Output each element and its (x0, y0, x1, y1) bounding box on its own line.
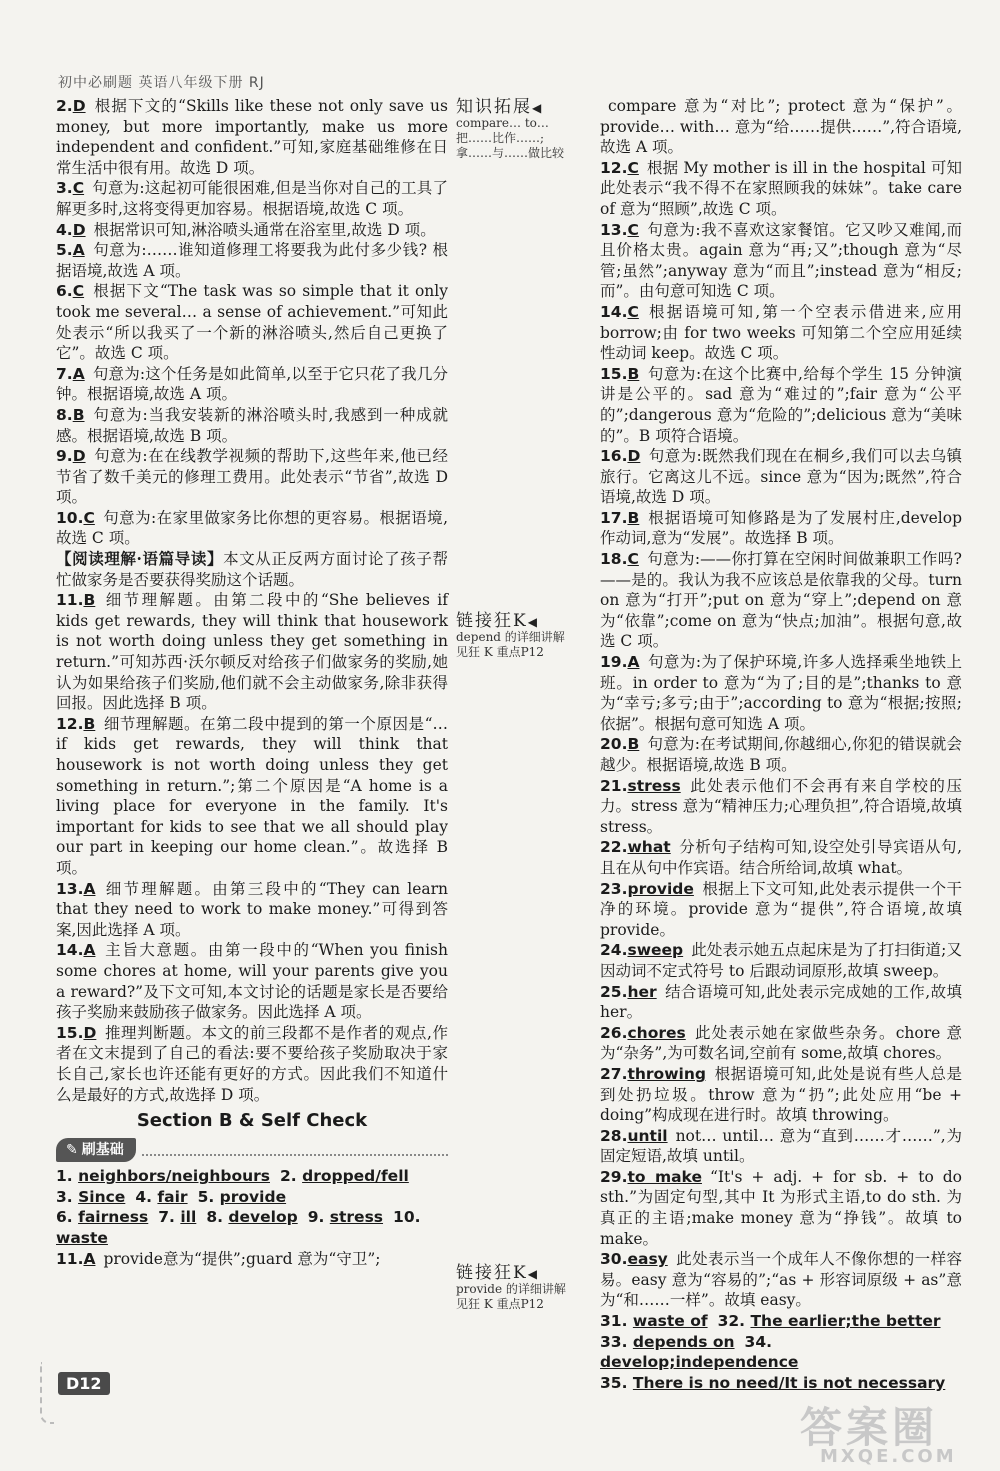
answer-choice: A (83, 941, 96, 960)
answer-explanation: 句意为:当我安装新的淋浴喷头时,我感到一种成就感。根据语境,故选 B 项。 (56, 405, 448, 445)
answer-entry (56, 446, 448, 508)
link-title-text: 链接狂K (456, 1263, 528, 1283)
answer-choice: C (627, 550, 639, 569)
answer-choice: A (72, 241, 85, 260)
brush-icon: ✎ (66, 1141, 78, 1158)
answer-entry (600, 652, 962, 734)
answer-entry (600, 220, 962, 302)
reading-guide (56, 549, 448, 590)
answer-number: 4. (56, 220, 73, 239)
answer-choice: D (83, 1023, 97, 1042)
answer-choice: B (627, 735, 640, 754)
answer-explanation: 分析句子结构可知,设空处引导宾语从句,且在从句中作宾语。结合所给词,故填 what。 (600, 838, 962, 877)
answer-entry (56, 1249, 448, 1270)
answer-entry (56, 405, 448, 446)
answer-number: 14. (600, 302, 628, 321)
answer-number: 30. (600, 1250, 628, 1269)
fill-answer: develop;independence (600, 1353, 799, 1372)
answer-entry (600, 302, 962, 364)
answer-choice: sweep (627, 941, 684, 960)
answer-entry (56, 590, 448, 714)
corner-decoration (40, 1362, 54, 1424)
answer-number: 2. (56, 97, 73, 115)
answer-choice: until (627, 1126, 668, 1145)
answer-number: 12. (56, 714, 84, 733)
fill-answer: waste (56, 1229, 108, 1248)
answer-explanation: 根据常识可知,淋浴喷头通常在浴室里,故选 D 项。 (93, 220, 436, 239)
answer-entry (56, 1023, 448, 1105)
answer-number: 20. (600, 735, 628, 754)
answer-number: 28. (600, 1126, 628, 1145)
right-column (600, 96, 962, 1393)
answer-explanation: 句意为:在在线教学视频的帮助下,这些年来,他已经节省了数千美元的修理工费用。此处表示“节省”,故选 D 项。 (56, 447, 448, 507)
answer-choice: easy (627, 1250, 668, 1269)
answer-entry (600, 364, 962, 446)
fill-number: 3. (56, 1187, 73, 1206)
answer-choice: B (627, 508, 640, 527)
answer-explanation: 句意为:这个任务是如此简单,以至于它只花了我几分钟。根据语境,故选 A 项。 (56, 364, 448, 404)
answer-explanation: not… until… 意为“直到……才……”,为固定短语,故填 until。 (600, 1126, 962, 1166)
answer-choice: C (72, 179, 85, 198)
answer-entry (56, 240, 448, 281)
answer-explanation: 细节理解题。由第二段中的“She believes if kids get rewards, they will think that housework is not worth doing unless they get something in return.”可知苏西·沃尔顿反对给孩子们做家务的奖励,她认为如果给孩子们奖励,他们就不会主动做家务,除非获得回报。因此选择 B 项。 (56, 591, 448, 713)
answer-entry (600, 1249, 962, 1311)
answer-choice: stress (627, 776, 681, 795)
answer-choice: B (627, 364, 640, 383)
answer-choice: A (72, 364, 85, 383)
answer-explanation: 推理判断题。本文的前三段都不是作者的观点,作者在文末提到了自己的看法:要不要给孩子奖励取决于家长自己,家长也许还能有更好的方式。因此我们不知道什么是最好的方式,故选择 D 项。 (56, 1023, 448, 1104)
section-title: Section B & Self Check (136, 1110, 368, 1132)
link-title (456, 611, 568, 631)
page-number: D12 (58, 1372, 110, 1395)
answer-explanation: 句意为:在这个比赛中,给每个学生 15 分钟演讲是公平的。sad 意为“难过的”;fair 意为“公平的”;dangerous 意为“危险的”;delicious 意为“美味的”。B 项符合语境。 (600, 364, 962, 445)
answer-explanation: 根据上下文可知,此处表示提供一个干净的环境。provide 意为“提供”,符合语境,故填 provide。 (600, 879, 962, 939)
fill-number: 31. (600, 1312, 628, 1331)
answer-number: 19. (600, 653, 628, 672)
arrow-left-icon: ◀ (527, 615, 539, 629)
fill-number: 10. (393, 1208, 421, 1227)
answer-choice: C (83, 508, 95, 527)
answer-choice: what (627, 838, 671, 857)
answer-entry (56, 364, 448, 405)
answer-choice: throwing (627, 1064, 706, 1083)
shua-jichu-header (56, 1138, 448, 1163)
answer-explanation: 根据 My mother is ill in the hospital 可知此处表示“我不得不在家照顾我的妹妹”。take care of 意为“照顾”,故选 C 项。 (600, 158, 962, 218)
fill-number: 8. (206, 1208, 223, 1227)
fill-number: 9. (307, 1208, 325, 1227)
answer-explanation: “It's + adj. + for sb. + to do sth.”为固定句型,其中 It 为形式主语,to do sth. 为真正的主语;make money 意为“挣钱”。故填 to make。 (600, 1167, 962, 1248)
answer-number: 21. (600, 776, 628, 795)
answer-explanation: 此处表示她在家做些杂务。chore 意为“杂务”,为可数名词,空前有 some,故填 chores。 (600, 1023, 962, 1063)
reading-answer-list (56, 590, 448, 1105)
answer-explanation: compare 意为“对比”; protect 意为“保护”。provide… with… 意为“给……提供……”,符合语境,故选 A 项。 (600, 97, 962, 157)
answer-entry (56, 940, 448, 1022)
answer-number: 14. (56, 941, 84, 960)
right-fill-answers (600, 1311, 962, 1393)
answer-entry (56, 178, 448, 219)
fill-answer: There is no need/It is not necessary (632, 1373, 946, 1392)
answer-choice: D (72, 220, 86, 239)
fill-answer-line (56, 1187, 448, 1208)
answer-choice: B (72, 405, 85, 424)
answer-entry (600, 1023, 962, 1064)
knowledge-box (456, 97, 568, 161)
watermark-logo: 答案圈 (800, 1403, 939, 1452)
answer-number: 25. (600, 982, 628, 1001)
answer-choice: C (627, 158, 639, 177)
link-title (456, 1263, 568, 1283)
answer-number: 29. (600, 1167, 628, 1186)
fill-answer: ill (180, 1208, 197, 1227)
answer-entry (600, 549, 962, 652)
answer-explanation: 细节理解题。由第三段中的“They can learn that they need to work to make money.”可得到答案,因此选择 A 项。 (56, 879, 448, 939)
answer-number: 7. (56, 364, 73, 383)
answer-entry (600, 158, 962, 220)
answer-entry (56, 96, 448, 178)
fill-number: 6. (56, 1208, 73, 1227)
answer-entry (600, 940, 962, 981)
answer-number: 17. (600, 508, 628, 527)
answer-number: 11. (56, 1249, 84, 1268)
answer-choice: A (83, 1249, 96, 1268)
answer-choice: B (83, 714, 96, 733)
fill-answer: neighbors/neighbours (78, 1167, 270, 1186)
answer-entry (600, 879, 962, 941)
fill-answer-line (56, 1207, 448, 1248)
fill-number: 7. (158, 1208, 175, 1227)
answer-choice: her (627, 982, 657, 1001)
answer-explanation: 主旨大意题。由第一段中的“When you finish some chores at home, will your parents give you a reward?”及下文可知,本文讨论的话题是家长是否要给孩子奖励来鼓励孩子做家务。因此选择 A 项。 (56, 941, 448, 1022)
answer-choice: to make (627, 1167, 702, 1186)
answer-number: 3. (56, 179, 73, 198)
answer-number: 11. (56, 591, 84, 610)
link-box-depend (456, 611, 568, 660)
answer-explanation: provide意为“提供”;guard 意为“守卫”; (103, 1249, 381, 1268)
answer-entry (600, 776, 962, 838)
fill-answer: fair (157, 1187, 188, 1206)
answer-entry (600, 1064, 962, 1126)
answer-choice: C (72, 282, 85, 301)
answer-number: 26. (600, 1023, 628, 1042)
answer-explanation: 句意为:我不喜欢这家餐馆。它又吵又难闻,而且价格太贵。again 意为“再;又”;though 意为“尽管;虽然”;anyway 意为“而且”;instead 意为“相反;而”。由句意可知选 C 项。 (600, 220, 962, 301)
answer-choice: C (627, 220, 639, 239)
fill-answer: provide (219, 1187, 287, 1206)
answer-explanation: 结合语境可知,此处表示完成她的工作,故填 her。 (600, 982, 962, 1022)
fill-answer: Since (78, 1187, 126, 1206)
answer-explanation: 句意为:为了保护环境,许多人选择乘坐地铁上班。in order to 意为“为了;目的是”;thanks to 意为“幸亏;多亏;由于”;according to 意为“根据;按照;依据”。根据句意可知选 A 项。 (600, 653, 962, 733)
answer-explanation: 此处表示当一个成年人不像你想的一样容易。easy 意为“容易的”;“as + 形容词原级 + as”意为“和……一样”。故填 easy。 (600, 1250, 962, 1310)
answer-entry (600, 96, 962, 158)
answer-entry (600, 837, 962, 878)
fill-answer-line (56, 1166, 448, 1187)
answer-number: 13. (56, 879, 84, 898)
answer-choice: provide (627, 879, 694, 898)
fill-number: 5. (197, 1187, 215, 1206)
fill-number: 2. (280, 1167, 297, 1186)
answer-entry (600, 982, 962, 1023)
fill-answers (56, 1166, 448, 1248)
reading-guide-text: 本文从正反两方面讨论了孩子帮忙做家务是否要获得奖励这个话题。 (56, 550, 448, 589)
answer-explanation: 句意为:在家里做家务比你想的更容易。根据语境,故选 C 项。 (56, 508, 448, 548)
fill-number: 1. (56, 1167, 73, 1186)
answer-choice: D (72, 447, 86, 466)
answer-number: 15. (56, 1023, 84, 1042)
answer-number: 22. (600, 838, 628, 857)
answer-number: 6. (56, 282, 73, 301)
link-title-text: 链接狂K (456, 611, 528, 631)
answer-entry (56, 281, 448, 363)
watermark-url: MXQE.COM (820, 1446, 957, 1467)
left-answer-list (56, 96, 448, 549)
answer-explanation: 句意为:既然我们现在在桐乡,我们可以去乌镇旅行。它离这儿不远。since 意为“因为;既然”,符合语境,故选 D 项。 (600, 447, 962, 507)
answer-entry (56, 220, 448, 241)
left-column (56, 96, 448, 1269)
answer-explanation: 句意为:……谁知道修理工将要我为此付多少钱? 根据语境,故选 A 项。 (56, 241, 448, 280)
answer-explanation: 此处表示他们不会再有来自学校的压力。stress 意为“精神压力;心理负担”,符合语境,故填 stress。 (600, 776, 962, 836)
fill-answer: The earlier;the better (750, 1312, 941, 1331)
answer-entry (600, 734, 962, 775)
answer-entry (56, 508, 448, 549)
knowledge-text: compare… to… 把……比作……;拿……与……做比较 (456, 116, 565, 160)
dotted-divider (142, 1144, 448, 1156)
answer-choice: C (627, 302, 639, 321)
answer-number: 8. (56, 405, 73, 424)
fill-answer: depends on (632, 1332, 735, 1351)
right-answer-list (600, 96, 962, 1311)
answer-explanation: 根据语境可知,此处是说有些人总是到处扔垃圾。throw 意为“扔”;此处应用“be + doing”构成现在进行时。故填 throwing。 (600, 1064, 962, 1125)
fill-answer: dropped/fell (302, 1167, 409, 1186)
fill-number: 34. (744, 1332, 772, 1351)
answer-explanation: 根据语境可知,第一个空表示借进来,应用 borrow;由 for two weeks 可知第二个空应用延续性动词 keep。故选 C 项。 (600, 302, 962, 363)
fill-answer: fairness (78, 1208, 149, 1227)
answer-number: 16. (600, 447, 628, 466)
answer-entry (56, 879, 448, 941)
answer-explanation: 细节理解题。在第二段中提到的第一个原因是“… if kids get rewards, they will think that housework is not worth doing unless they get something in return.”;第二个原因是“A home is a living place for everyone in the family. It's important for kids to see that we all should play our part in keeping our home clean.”。故选择 B 项。 (56, 714, 448, 877)
answer-choice: D (72, 97, 86, 115)
answer-number: 10. (56, 508, 84, 527)
answer-entry (600, 508, 962, 549)
knowledge-title-text: 知识拓展 (456, 97, 532, 117)
link-text: provide 的详细讲解见狂 K 重点P12 (456, 1282, 566, 1311)
answer-entry (600, 1167, 962, 1249)
answer-choice: A (83, 879, 96, 898)
answer-number: 18. (600, 550, 628, 569)
fill-number: 32. (717, 1312, 746, 1331)
shua-badge (56, 1138, 136, 1163)
knowledge-title (456, 97, 568, 117)
answer-number: 13. (600, 220, 628, 239)
answer-choice: chores (627, 1023, 686, 1042)
answer-explanation: 根据下文“The task was so simple that it only took me several… a sense of achievement.”可知此处表示“所以我买了一个新的淋浴喷头,然后自己更换了它”。故选 C 项。 (56, 282, 448, 363)
answer-explanation: 此处表示她五点起床是为了打扫街道;又因动词不定式符号 to 后跟动词原形,故填 sweep。 (600, 941, 962, 980)
answer-explanation: 句意为:这起初可能很困难,但是当你对自己的工具了解更多时,这将变得更加容易。根据语境,故选 C 项。 (56, 179, 448, 218)
answer-number: 9. (56, 447, 73, 466)
shua-label: 刷基础 (81, 1141, 124, 1158)
fill-answer: waste of (632, 1312, 708, 1331)
arrow-left-icon: ◀ (527, 1267, 539, 1281)
answer-explanation: 根据下文的“Skills like these not only save us money, but more importantly, make us more independent and confident.”可知,家庭基础维修在日常生活中很有用。故选 D 项。 (56, 97, 448, 177)
answer-number: 5. (56, 241, 73, 260)
answer-explanation: 根据语境可知修路是为了发展村庄,develop 作动词,意为“发展”。故选择 B 项。 (600, 508, 962, 548)
fill-answer-line (600, 1373, 962, 1394)
answer-number: 24. (600, 941, 628, 960)
answer-number: 12. (600, 158, 628, 177)
answer-explanation: 句意为:——你打算在空闲时间做兼职工作吗?——是的。我认为我不应该总是依靠我的父母。turn on 意为“打开”;put on 意为“穿上”;depend on 意为“依靠”;come on 意为“快点;加油”。根据句意,故选 C 项。 (600, 550, 962, 651)
fill-answer: develop (228, 1208, 298, 1227)
answer-choice: D (627, 447, 641, 466)
reading-guide-label: 【阅读理解·语篇导读】 (56, 549, 224, 569)
page-header: 初中必刷题 英语八年级下册 RJ (58, 75, 265, 91)
answer-choice: A (627, 653, 640, 672)
link-box-provide (456, 1263, 568, 1312)
fill-number: 4. (135, 1187, 152, 1206)
answer-choice: B (83, 591, 96, 610)
answer-entry (600, 1126, 962, 1167)
fill-answer-line (600, 1332, 962, 1373)
arrow-left-icon: ◀ (532, 101, 544, 115)
fill-answer: stress (329, 1208, 384, 1227)
answer-number: 15. (600, 364, 628, 383)
answer-explanation: 句意为:在考试期间,你越细心,你犯的错误就会越少。根据语境,故选 B 项。 (600, 735, 962, 774)
fill-number: 35. (600, 1373, 628, 1392)
answer-entry (56, 714, 448, 879)
fill-answer-line (600, 1311, 962, 1332)
fill-number: 33. (600, 1332, 628, 1351)
answer-entry (600, 446, 962, 508)
answer-number: 27. (600, 1064, 628, 1083)
answer-number: 23. (600, 879, 628, 898)
link-text: depend 的详细讲解见狂 K 重点P12 (456, 630, 565, 659)
